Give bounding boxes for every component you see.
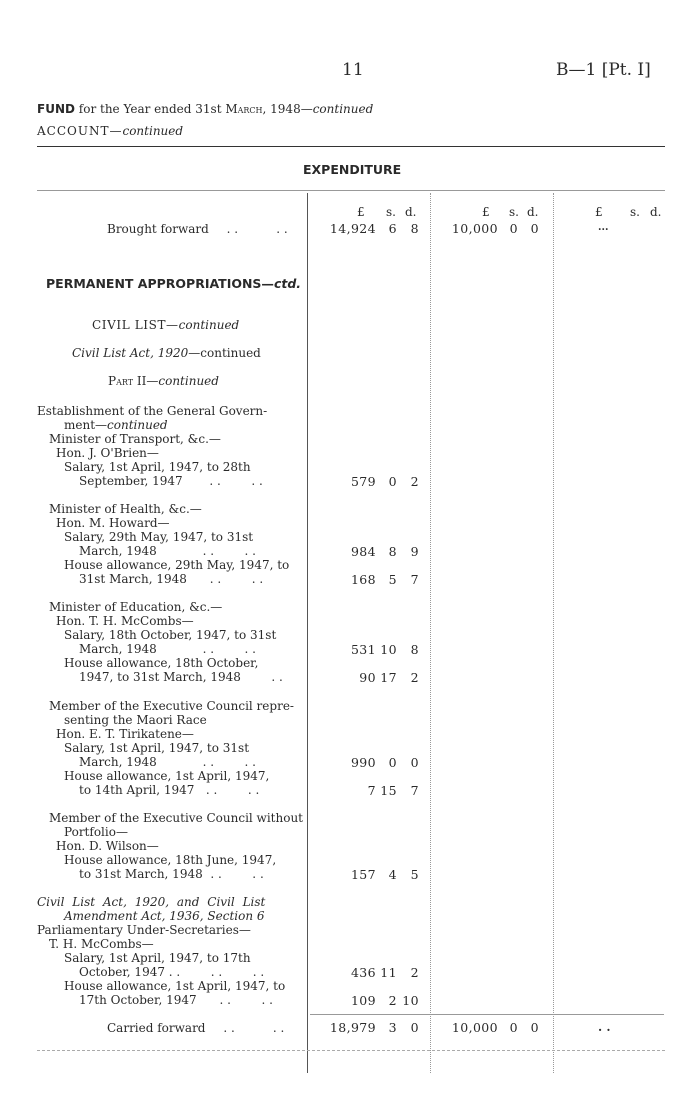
- brought-forward-col1-s: 6: [388, 221, 397, 236]
- howard-salary-pounds: 984: [350, 544, 376, 559]
- carried-forward-col2-d: 0: [530, 1020, 539, 1035]
- part-heading: [108, 374, 219, 388]
- th-mccombs-house-line-2: 17th October, 1947 . . . .: [79, 993, 273, 1007]
- th-mccombs-house-s: 2: [388, 993, 397, 1008]
- howard-salary-line-2: March, 1948 . . . .: [79, 544, 256, 558]
- top-rule: [37, 146, 665, 147]
- mccombs-salary-pounds: 531: [350, 642, 376, 657]
- under-secretaries-heading: Parliamentary Under-Secretaries—: [37, 923, 251, 937]
- account-label: [37, 124, 183, 138]
- wilson-house-line-2: to 31st March, 1948 . . . .: [79, 867, 264, 881]
- obrien-salary-s: 0: [388, 474, 397, 489]
- howard-name: Hon. M. Howard—: [56, 516, 170, 530]
- document-reference: B—1 [Pt. I]: [556, 60, 651, 80]
- part-continued: continued: [158, 374, 219, 388]
- obrien-salary-line-1: Salary, 1st April, 1947, to 28th: [64, 460, 251, 474]
- howard-house-line-1: House allowance, 29th May, 1947, to: [64, 558, 290, 572]
- carried-forward-dots: . . . .: [223, 1021, 285, 1035]
- howard-salary-line-1: Salary, 29th May, 1947, to 31st: [64, 530, 254, 544]
- obrien-name: Hon. J. O'Brien—: [56, 446, 159, 460]
- fund-title-text: for the Year ended 31st: [78, 102, 222, 116]
- mccombs-salary-line-1: Salary, 18th October, 1947, to 31st: [64, 628, 277, 642]
- brought-forward-text: Brought forward: [107, 222, 209, 236]
- obrien-salary-pounds: 579: [350, 474, 376, 489]
- col3-s-header: s.: [630, 205, 640, 219]
- carried-forward-col2-s: 0: [509, 1020, 518, 1035]
- carried-forward-label: [107, 1021, 284, 1035]
- th-mccombs-house-d: 10: [402, 993, 419, 1008]
- col1-s-header: s.: [386, 205, 396, 219]
- howard-house-d: 7: [410, 572, 419, 587]
- account-text: ACCOUNT—: [37, 124, 123, 138]
- mccombs-house-line-1: House allowance, 18th October,: [64, 656, 259, 670]
- column-divider-1: [307, 193, 308, 1073]
- fund-year: , 1948—: [262, 102, 313, 116]
- establishment-continued: continued: [107, 418, 168, 432]
- bottom-rule: [37, 1050, 665, 1051]
- page-number: 11: [342, 60, 364, 80]
- permanent-appropriations-heading: [46, 276, 301, 291]
- col2-s-header: s.: [509, 205, 519, 219]
- howard-house-s: 5: [388, 572, 397, 587]
- tirikatene-house-d: 7: [410, 783, 419, 798]
- carried-forward-col2-pounds: 10,000: [451, 1020, 498, 1035]
- col3-d-header: d.: [650, 205, 662, 219]
- mccombs-house-line-2: 1947, to 31st March, 1948 . .: [79, 670, 283, 684]
- brought-forward-label: [107, 222, 288, 236]
- wilson-house-pounds: 157: [350, 867, 376, 882]
- mccombs-salary-line-2: March, 1948 . . . .: [79, 642, 256, 656]
- th-mccombs-name: T. H. McCombs—: [49, 937, 154, 951]
- th-mccombs-salary-line-2: October, 1947 . . . . . .: [79, 965, 265, 979]
- th-mccombs-salary-s: 11: [380, 965, 397, 980]
- civil-list-text: CIVIL LIST—: [92, 318, 179, 332]
- wilson-name: Hon. D. Wilson—: [56, 839, 159, 853]
- mccombs-salary-s: 10: [380, 642, 397, 657]
- fund-march: March: [225, 102, 263, 116]
- col2-d-header: d.: [527, 205, 539, 219]
- tirikatene-salary-pounds: 990: [350, 755, 376, 770]
- carried-forward-col3-mark: . .: [598, 1020, 611, 1034]
- tirikatene-house-pounds: 7: [367, 783, 376, 798]
- th-mccombs-house-line-1: House allowance, 1st April, 1947, to: [64, 979, 286, 993]
- tirikatene-salary-d: 0: [410, 755, 419, 770]
- fund-continued: continued: [312, 102, 374, 116]
- section-title: EXPENDITURE: [303, 162, 402, 177]
- tirikatene-house-s: 15: [380, 783, 397, 798]
- tirikatene-salary-line-2: March, 1948 . . . .: [79, 755, 256, 769]
- howard-salary-d: 9: [410, 544, 419, 559]
- amendment-act-line-2: Amendment Act, 1936, Section 6: [64, 909, 265, 923]
- tirikatene-salary-s: 0: [388, 755, 397, 770]
- perm-text: PERMANENT APPROPRIATIONS—: [46, 276, 274, 291]
- column-divider-2: [430, 193, 431, 1073]
- col1-pound-header: £: [357, 205, 365, 219]
- mccombs-salary-d: 8: [410, 642, 419, 657]
- health-heading: Minister of Health, &c.—: [49, 502, 202, 516]
- fund-title: [37, 102, 373, 116]
- mccombs-name: Hon. T. H. McCombs—: [56, 614, 194, 628]
- brought-forward-col1-pounds: 14,924: [329, 221, 376, 236]
- wilson-house-line-1: House allowance, 18th June, 1947,: [64, 853, 277, 867]
- th-mccombs-salary-line-1: Salary, 1st April, 1947, to 17th: [64, 951, 251, 965]
- civil-list-heading: [92, 318, 239, 332]
- brought-forward-col2-pounds: 10,000: [451, 221, 498, 236]
- mccombs-house-s: 17: [380, 670, 397, 685]
- maori-member-line-1: Member of the Executive Council repre-: [49, 699, 294, 713]
- th-mccombs-salary-pounds: 436: [350, 965, 376, 980]
- obrien-salary-line-2: September, 1947 . . . .: [79, 474, 263, 488]
- portfolio-member-line-2: Portfolio—: [64, 825, 128, 839]
- section-rule: [37, 190, 665, 191]
- col2-pound-header: £: [482, 205, 490, 219]
- carried-forward-col1-pounds: 18,979: [329, 1020, 376, 1035]
- transport-heading: Minister of Transport, &c.—: [49, 432, 221, 446]
- th-mccombs-salary-d: 2: [410, 965, 419, 980]
- portfolio-member-line-1: Member of the Executive Council without: [49, 811, 303, 825]
- account-continued: continued: [122, 124, 184, 138]
- mccombs-house-d: 2: [410, 670, 419, 685]
- brought-forward-col3-mark: ...: [598, 222, 609, 233]
- col3-pound-header: £: [595, 205, 603, 219]
- wilson-house-d: 5: [410, 867, 419, 882]
- carried-forward-text: Carried forward: [107, 1021, 206, 1035]
- civil-list-continued: continued: [178, 318, 240, 332]
- fund-prefix: FUND: [37, 102, 75, 116]
- civil-act-text: Civil List Act, 1920: [72, 346, 189, 360]
- brought-forward-col2-s: 0: [509, 221, 518, 236]
- column-divider-3: [553, 193, 554, 1073]
- col1-d-header: d.: [405, 205, 417, 219]
- carried-forward-upper-rule: [310, 1014, 664, 1015]
- th-mccombs-house-pounds: 109: [350, 993, 376, 1008]
- howard-salary-s: 8: [388, 544, 397, 559]
- brought-forward-dots: . . . .: [226, 222, 288, 236]
- perm-ctd: ctd.: [273, 276, 302, 291]
- establishment-ment: ment—: [64, 418, 108, 432]
- civil-act-heading: [72, 346, 261, 360]
- tirikatene-house-line-1: House allowance, 1st April, 1947,: [64, 769, 270, 783]
- wilson-house-s: 4: [388, 867, 397, 882]
- establishment-line-1: Establishment of the General Govern-: [37, 404, 268, 418]
- tirikatene-name: Hon. E. T. Tirikatene—: [56, 727, 194, 741]
- carried-forward-col1-s: 3: [388, 1020, 397, 1035]
- tirikatene-salary-line-1: Salary, 1st April, 1947, to 31st: [64, 741, 250, 755]
- howard-house-line-2: 31st March, 1948 . . . .: [79, 572, 264, 586]
- howard-house-pounds: 168: [350, 572, 376, 587]
- amendment-act-line-1: Civil List Act, 1920, and Civil List: [37, 895, 266, 909]
- brought-forward-col2-d: 0: [530, 221, 539, 236]
- tirikatene-house-line-2: to 14th April, 1947 . . . .: [79, 783, 260, 797]
- establishment-line-2: [64, 418, 168, 432]
- education-heading: Minister of Education, &c.—: [49, 600, 223, 614]
- brought-forward-col1-d: 8: [410, 221, 419, 236]
- maori-member-line-2: senting the Maori Race: [64, 713, 207, 727]
- obrien-salary-d: 2: [410, 474, 419, 489]
- part-text: Part II—: [108, 374, 159, 388]
- civil-act-continued: —continued: [188, 346, 261, 360]
- carried-forward-col1-d: 0: [410, 1020, 419, 1035]
- mccombs-house-pounds: 90: [359, 670, 376, 685]
